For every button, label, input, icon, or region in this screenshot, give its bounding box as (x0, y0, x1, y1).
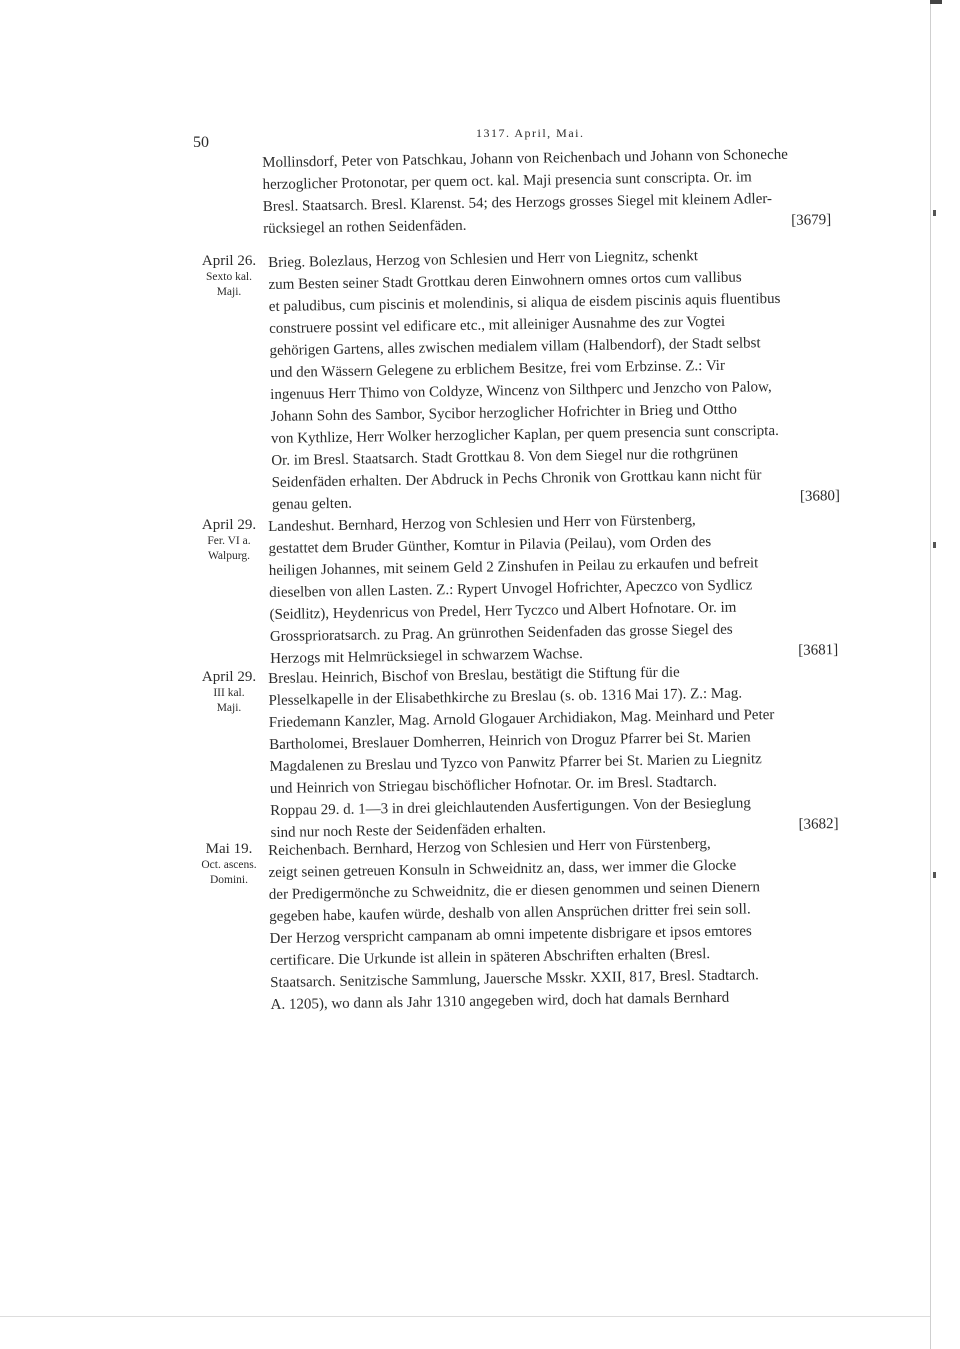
entry-text (268, 831, 841, 1016)
text-line: Magdalenen zu Breslau und Tyzco von Panwitz Pfarrer bei St. Marien zu Liegnitz (269, 751, 762, 775)
text-line: Breslau. Heinrich, Bischof von Breslau, bestätigt die Stiftung für die (268, 664, 680, 687)
side-note-line: Fer. VI a. (207, 535, 251, 547)
scan-edge-right (930, 0, 931, 1349)
record-number: [3680] (799, 488, 841, 505)
text-line: Mollinsdorf, Peter von Patschkau, Johann von Reichenbach und Johann von Schoneche (262, 146, 788, 171)
side-note-line: Maji. (216, 286, 242, 298)
record-number: [3679] (791, 212, 832, 229)
text-line: heiligen Johannes, mit seinem Geld 2 Zinshufen in Peilau zu erkaufen und befreit (268, 555, 759, 579)
text-line: Bresl. Staatsarch. Bresl. Klarenst. 54; des Herzogs grosses Siegel mit kleinem Adler- (262, 190, 773, 215)
entry-text (268, 507, 840, 670)
text-line: sind nur noch Reste der Seidenfäden erhalten. (270, 820, 547, 841)
side-note-line: Domini. (209, 874, 248, 886)
text-line: Reichenbach. Bernhard, Herzog von Schlesien und Herr von Fürstenberg, (268, 836, 711, 859)
text-line: der Predigermönche zu Schweidnitz, die er diesen genommen und seinen Dienern (268, 879, 761, 903)
entry-text (262, 143, 833, 240)
text-line: gehörigen Gartens, alles zwischen medialem villam (Halbendorf), der Stadt selbst (269, 335, 761, 359)
text-line: und den Wässern Gelegene zu erblichem Besitze, frei vom Erbzinse. Z.: Vir (269, 357, 726, 381)
text-line: Der Herzog verspricht campanam ab omni impetente disbrigare et ipsos emtores (269, 923, 752, 947)
entry-text (268, 659, 841, 844)
record-number: [3681] (798, 642, 839, 659)
text-line: Roppau 29. d. 1—3 in drei gleichlautenden Ausfertigungen. Von der Besieglung (270, 795, 751, 819)
text-line: zum Besten seiner Stadt Grottkau deren Einwohnern omnes ortos cum vallibus (268, 269, 742, 293)
side-date: April 26. (201, 253, 257, 269)
text-line: construere possint vel edificare etc., mit alleiniger Ausnahme des zur Vogtei (269, 313, 726, 337)
side-note-line: Maji. (216, 702, 242, 714)
text-line: Staatsarch. Senitzische Sammlung, Jauersche Msskr. XXII, 817, Bresl. Stadtarch. (270, 967, 759, 991)
text-line: von Kythlize, Herr Wolker herzoglicher Kaplan, per quem presencia sunt conscripta. (270, 422, 779, 447)
side-note-line: III kal. (213, 687, 245, 699)
text-line: Or. im Bresl. Staatsarch. Stadt Grottkau 8. Von dem Siegel nur die rothgrünen (271, 445, 739, 469)
text-line: Herzogs mit Helmrücksiegel in schwarzem Wachse. (270, 646, 583, 667)
text-line: et paludibus, cum piscinis et molendinis, si aliqua de eisdem piscinis aquis fluentibus (268, 290, 781, 315)
text-line: ingenuus Herr Thimo von Coldyze, Wincenz von Silthperc und Jenzcho von Palow, (270, 379, 772, 403)
text-line: (Seidlitz), Heydenricus von Predel, Herr Tyczco und Albert Hofnotare. Or. im (269, 599, 737, 623)
text-line: und Heinrich von Striegau bischöflicher Hofnotar. Or. im Bresl. Stadtarch. (269, 773, 717, 797)
text-line: gegeben habe, kaufen würde, deshalb von allen Ansprüchen dritter frei sein soll. (269, 901, 751, 925)
text-line: Landeshut. Bernhard, Herzog von Schlesien und Herr von Fürstenberg, (268, 512, 696, 535)
side-note (192, 668, 266, 716)
scan-edge-mark (933, 542, 936, 548)
text-line: dieselben von allen Lasten. Z.: Rypert Unvogel Hofrichter, Apeczco von Sydlicz (269, 577, 753, 601)
side-note-line: Walpurg. (208, 550, 250, 562)
text-line: Bartholomei, Breslauer Domherren, Heinrich von Droguz Pfarrer bei St. Marien (269, 729, 751, 753)
scan-edge-bottom (0, 1316, 930, 1317)
side-date: April 29. (201, 669, 257, 685)
text-line: Friedemann Kanzler, Mag. Arnold Glogauer Archidiakon, Mag. Meinhard und Peter (268, 707, 775, 731)
side-note (192, 516, 266, 564)
text-line: Brieg. Bolezlaus, Herzog von Schlesien und Herr von Liegnitz, schenkt (268, 248, 699, 271)
scan-edge-mark (933, 872, 936, 878)
side-note (192, 252, 266, 300)
entry-text (268, 243, 842, 516)
text-line: Johann Sohn des Sambor, Sycibor herzoglicher Hofrichter in Brieg und Ottho (270, 401, 738, 425)
text-line: A. 1205), wo dann als Jahr 1310 angegeben wird, doch hat damals Bernhard (270, 989, 730, 1013)
text-line: zeigt seinen getreuen Konsuln in Schweidnitz an, dass, wer immer die Glocke (268, 857, 737, 881)
side-date: Mai 19. (205, 841, 253, 857)
text-line: herzoglicher Protonotar, per quem oct. kal. Maji presencia sunt conscripta. Or. im (262, 169, 752, 193)
text-line: Plesselkapelle in der Elisabethkirche zu Breslau (s. ob. 1316 Mai 17). Z.: Mag. (268, 685, 743, 709)
record-number: [3682] (798, 816, 839, 833)
text-line: genau gelten. (271, 495, 353, 513)
scan-corner-mark (930, 0, 942, 4)
side-date: April 29. (201, 517, 257, 533)
text-line: Seidenfäden erhalten. Der Abdruck in Pechs Chronik von Grottkau kann nicht für (271, 467, 762, 491)
text-line: Grossprioratsarch. zu Prag. An grünrothen Seidenfaden das grosse Siegel des (269, 621, 733, 645)
side-note-line: Sexto kal. (206, 271, 252, 283)
page-number: 50 (193, 134, 209, 151)
side-note-line: Oct. ascens. (201, 859, 257, 871)
text-line: certificare. Die Urkunde ist allein in späteren Abschriften erhalten (Bresl. (269, 946, 711, 969)
running-head: 1317. April, Mai. (476, 126, 585, 140)
side-note (192, 840, 266, 888)
scan-edge-mark (933, 210, 936, 216)
text-line: rücksiegel an rothen Seidenfäden. (263, 217, 467, 237)
text-line: gestattet dem Bruder Günther, Komtur in Pilavia (Peilau), vom Orden des (268, 534, 712, 557)
